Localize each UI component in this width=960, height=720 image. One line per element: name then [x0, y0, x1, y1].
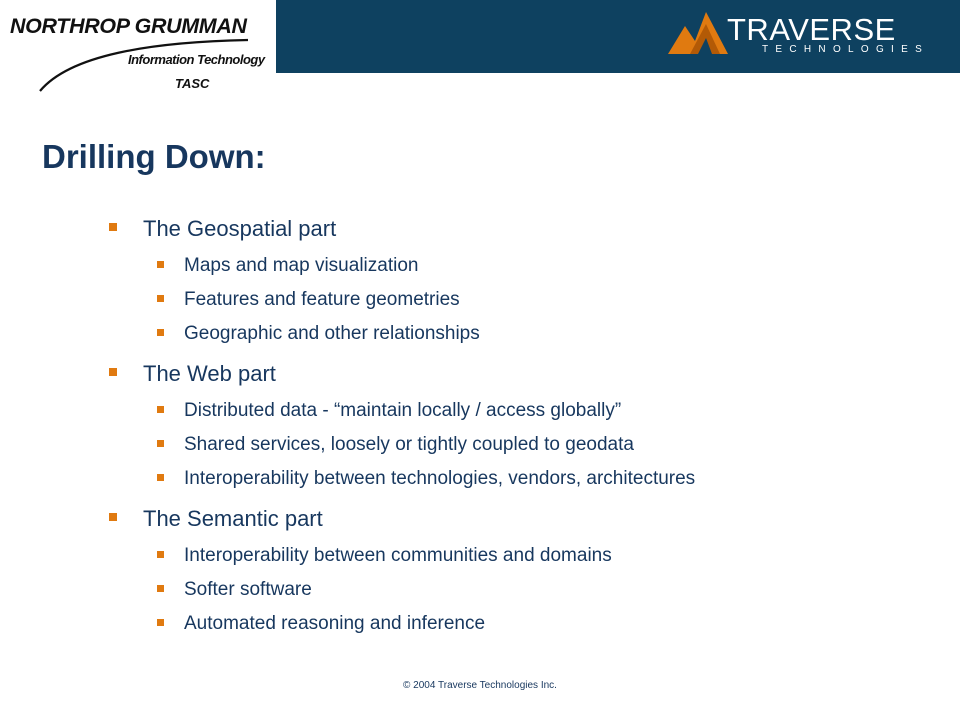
- orange-bullet-icon: [157, 406, 164, 413]
- list-item: [184, 254, 418, 278]
- bullet-text: The Semantic part: [143, 506, 323, 531]
- list-item: [184, 288, 460, 312]
- bullet-text: The Web part: [143, 361, 276, 386]
- bullet-text: Interoperability between communities and domains: [184, 545, 612, 566]
- orange-bullet-icon: [157, 295, 164, 302]
- bullet-text: Features and feature geometries: [184, 289, 460, 310]
- orange-bullet-icon: [157, 585, 164, 592]
- northrop-grumman-wordmark: NORTHROP GRUMMAN: [10, 15, 247, 38]
- copyright-footer: © 2004 Traverse Technologies Inc.: [403, 680, 557, 691]
- traverse-mountain-icon: [668, 12, 730, 56]
- section-heading-geospatial: [143, 216, 336, 242]
- orange-bullet-icon: [109, 368, 117, 376]
- orange-bullet-icon: [109, 513, 117, 521]
- list-item: [184, 399, 621, 423]
- list-item: [184, 612, 485, 636]
- traverse-tagline: TECHNOLOGIES: [762, 44, 930, 55]
- northrop-grumman-division: Information Technology: [128, 52, 265, 67]
- orange-bullet-icon: [157, 440, 164, 447]
- list-item: [184, 433, 634, 457]
- slide-header: [0, 0, 960, 91]
- orange-bullet-icon: [157, 261, 164, 268]
- bullet-text: Maps and map visualization: [184, 255, 419, 276]
- bullet-text: Interoperability between technologies, vendors, architectures: [184, 468, 696, 489]
- bullet-text: Softer software: [184, 579, 312, 600]
- orange-bullet-icon: [157, 329, 164, 336]
- slide-title: Drilling Down:: [42, 138, 266, 175]
- list-item: [184, 467, 695, 491]
- bullet-text: Automated reasoning and inference: [184, 613, 486, 634]
- bullet-text: Shared services, loosely or tightly coupled to geodata: [184, 434, 634, 455]
- section-heading-semantic: [143, 506, 323, 532]
- northrop-grumman-unit: TASC: [175, 76, 210, 91]
- bullet-text: The Geospatial part: [143, 216, 337, 241]
- list-item: [184, 578, 312, 602]
- section-heading-web: [143, 361, 276, 387]
- list-item: [184, 544, 612, 568]
- orange-bullet-icon: [157, 551, 164, 558]
- bullet-text: Distributed data - “maintain locally / access globally”: [184, 400, 622, 421]
- traverse-wordmark: TRAVERSE: [727, 12, 896, 47]
- bullet-text: Geographic and other relationships: [184, 323, 480, 344]
- list-item: [184, 322, 480, 346]
- northrop-grumman-logo: [0, 0, 268, 100]
- orange-bullet-icon: [109, 223, 117, 231]
- orange-bullet-icon: [157, 474, 164, 481]
- orange-bullet-icon: [157, 619, 164, 626]
